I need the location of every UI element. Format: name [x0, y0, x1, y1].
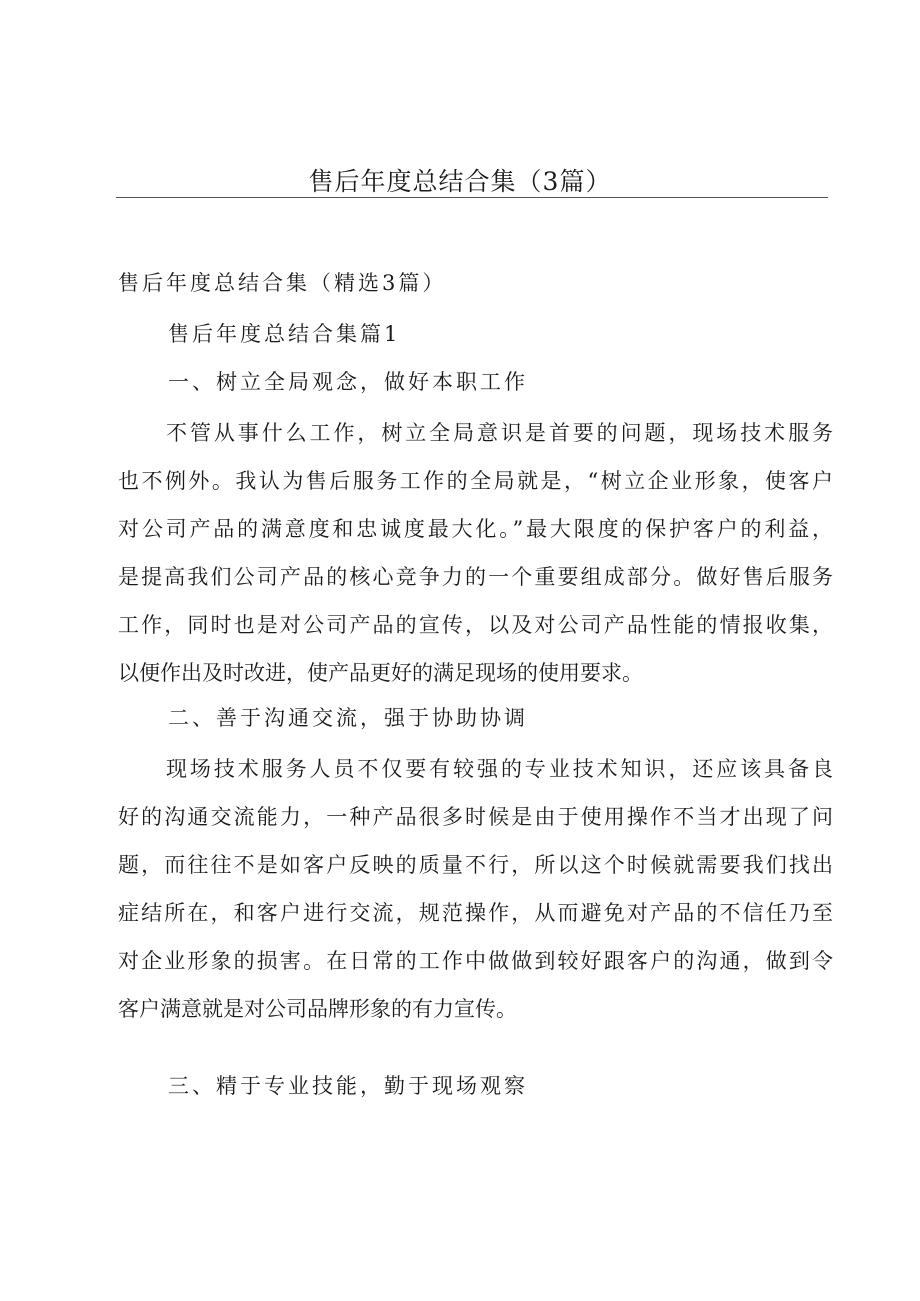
heading-1: 一、树立全局观念，做好本职工作: [168, 370, 528, 394]
paragraph-line: 客户满意就是对公司品牌形象的有力宣传。: [118, 997, 517, 1021]
heading-3: 三、精于专业技能，勤于现场观察: [168, 1074, 528, 1098]
paragraph-line: 是提高我们公司产品的核心竞争力的一个重要组成部分。做好售后服务: [118, 565, 833, 589]
title-underline: [116, 197, 828, 198]
paragraph-line: 对公司产品的满意度和忠诚度最大化。”最大限度的保护客户的利益，: [118, 517, 833, 541]
paragraph-line: 现场技术服务人员不仅要有较强的专业技术知识，还应该具备良: [166, 757, 833, 781]
paragraph-line: 症结所在，和客户进行交流，规范操作，从而避免对产品的不信任乃至: [118, 901, 833, 925]
page-title: 售后年度总结合集（3篇）: [308, 167, 612, 196]
paragraph-line: 不管从事什么工作，树立全局意识是首要的问题，现场技术服务: [166, 421, 833, 445]
heading-2: 二、善于沟通交流，强于协助协调: [168, 706, 528, 730]
paragraph-line: 以便作出及时改进，使产品更好的满足现场的使用要求。: [118, 661, 643, 685]
document-subtitle: 售后年度总结合集（精选3篇）: [118, 271, 447, 295]
paragraph-2: [118, 745, 833, 1033]
paragraph-line: 工作，同时也是对公司产品的宣传，以及对公司产品性能的情报收集，: [118, 613, 833, 637]
paragraph-1: [118, 409, 833, 697]
paragraph-line: 好的沟通交流能力，一种产品很多时候是由于使用操作不当才出现了问: [118, 805, 833, 829]
paragraph-line: 也不例外。我认为售后服务工作的全局就是，“树立企业形象，使客户: [118, 469, 833, 493]
paragraph-line: 题，而往往不是如客户反映的质量不行，所以这个时候就需要我们找出: [118, 853, 833, 877]
paragraph-line: 对企业形象的损害。在日常的工作中做做到较好跟客户的沟通，做到令: [118, 949, 833, 973]
section-title: 售后年度总结合集篇1: [168, 322, 401, 346]
